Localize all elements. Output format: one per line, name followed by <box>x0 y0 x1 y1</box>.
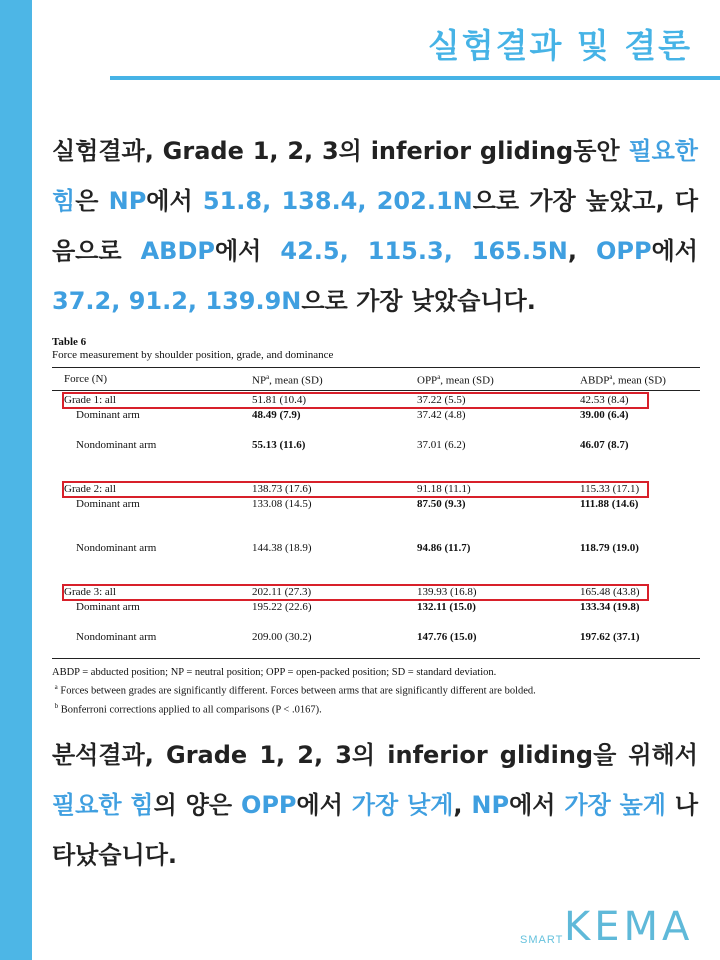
grade1-highlight-box <box>62 392 649 409</box>
table-title: Table 6 <box>52 336 87 348</box>
text-segment: 에서 <box>214 237 281 265</box>
analysis-paragraph <box>52 730 698 880</box>
highlighted-text: OPP <box>240 791 297 819</box>
highlighted-text: 51.8, 138.4, 202.1N <box>202 187 473 215</box>
text-segment: 나타났습니다. <box>52 791 699 869</box>
footnote-abbrev: ABDP = abducted position; NP = neutral position; OPP = open-packed position; SD = standard deviation. <box>52 667 497 678</box>
logo-small-text: SMART <box>520 934 564 946</box>
np-value: 138.73 (17.6) <box>252 483 312 495</box>
text-segment: 으로 가장 높았고, 다음으로 <box>52 187 699 265</box>
highlighted-text: 37.2, 91.2, 139.9N <box>52 287 302 315</box>
abdp-value: 111.88 (14.6) <box>580 498 639 510</box>
text-segment: 분석결과, Grade 1, 2, 3의 inferior gliding을 위해서 <box>52 741 698 769</box>
text-segment: 은 <box>75 187 109 215</box>
opp-value: 132.11 (15.0) <box>417 601 476 613</box>
np-value: 144.38 (18.9) <box>252 542 312 554</box>
opp-value: 91.18 (11.1) <box>417 483 471 495</box>
table-footnotes <box>52 666 536 717</box>
highlighted-text: 42.5, 115.3, 165.5N <box>280 237 568 265</box>
np-value: 55.13 (11.6) <box>252 439 306 451</box>
highlighted-text: 가장 높게 <box>564 791 666 819</box>
highlighted-text: NP <box>471 791 510 819</box>
highlighted-text: 가장 낮게 <box>351 791 454 819</box>
smart-kema-logo <box>520 900 694 950</box>
text-segment: , <box>453 791 472 819</box>
header-force: Force (N) <box>64 373 108 385</box>
highlighted-text: 필요한 힘 <box>52 137 698 215</box>
row-label: Nondominant arm <box>76 439 157 451</box>
opp-value: 37.42 (4.8) <box>417 409 466 421</box>
highlighted-text: 필요한 힘 <box>52 791 154 819</box>
footnote-a: $^a$ Forces between grades are significantly different. Forces between arms that are significantly different are bolded. <box>54 683 536 697</box>
row-label: Dominant arm <box>76 409 140 421</box>
text-segment: 의 양은 <box>153 791 241 819</box>
abdp-value: 115.33 (17.1) <box>580 483 640 495</box>
opp-value: 94.86 (11.7) <box>417 542 471 554</box>
abdp-value: 197.62 (37.1) <box>580 631 640 643</box>
row-label: Dominant arm <box>76 498 140 510</box>
text-segment: 에서 <box>296 791 352 819</box>
footnote-b: $^b$ Bonferroni corrections applied to all comparisons (P < .0167). <box>54 701 322 715</box>
header-np: $NP^a$, mean (SD) <box>252 373 323 387</box>
opp-value: 147.76 (15.0) <box>417 631 477 643</box>
row-label: Nondominant arm <box>76 631 157 643</box>
table-top-rule <box>52 367 700 368</box>
table-caption: Force measurement by shoulder position, grade, and dominance <box>52 349 334 361</box>
np-value: 133.08 (14.5) <box>252 498 312 510</box>
row-label: Grade 2: all <box>64 483 116 495</box>
header-opp: OPP$^a$, mean (SD) <box>417 373 494 387</box>
table-header-rule <box>52 390 700 391</box>
abdp-value: 118.79 (19.0) <box>580 542 639 554</box>
grade2-highlight-box <box>62 481 649 498</box>
results-paragraph <box>52 126 698 326</box>
text-segment: 에서 <box>146 187 203 215</box>
abdp-value: 165.48 (43.8) <box>580 586 640 598</box>
logo-big-text: KEMA <box>564 904 694 950</box>
np-value: 195.22 (22.6) <box>252 601 312 613</box>
text-segment: , <box>567 237 597 265</box>
title-underline <box>110 76 720 80</box>
np-value: 209.00 (30.2) <box>252 631 312 643</box>
header-abdp: ABDP$^a$, mean (SD) <box>580 373 666 387</box>
page-title: 실험결과 및 결론 <box>427 26 692 65</box>
force-table <box>52 336 700 715</box>
abdp-value: 42.53 (8.4) <box>580 394 629 406</box>
text-segment: 에서 <box>651 237 698 265</box>
table-bottom-rule <box>52 658 700 659</box>
np-value: 202.11 (27.3) <box>252 586 312 598</box>
opp-value: 87.50 (9.3) <box>417 498 466 510</box>
np-value: 48.49 (7.9) <box>252 409 301 421</box>
abdp-value: 133.34 (19.8) <box>580 601 640 613</box>
abdp-value: 46.07 (8.7) <box>580 439 629 451</box>
highlighted-text: ABDP <box>140 237 215 265</box>
row-label: Dominant arm <box>76 601 140 613</box>
text-segment: 에서 <box>509 791 565 819</box>
grade3-highlight-box <box>62 584 649 601</box>
left-accent-bar <box>0 0 32 960</box>
opp-value: 37.01 (6.2) <box>417 439 466 451</box>
row-label: Grade 1: all <box>64 394 116 406</box>
np-value: 51.81 (10.4) <box>252 394 307 406</box>
row-label: Grade 3: all <box>64 586 116 598</box>
abdp-value: 39.00 (6.4) <box>580 409 629 421</box>
text-segment: 실험결과, Grade 1, 2, 3의 inferior gliding동안 <box>52 137 629 165</box>
row-label: Nondominant arm <box>76 542 157 554</box>
opp-value: 139.93 (16.8) <box>417 586 477 598</box>
opp-value: 37.22 (5.5) <box>417 394 466 406</box>
highlighted-text: OPP <box>596 237 652 265</box>
text-segment: 으로 가장 낮았습니다. <box>301 287 536 315</box>
highlighted-text: NP <box>108 187 147 215</box>
